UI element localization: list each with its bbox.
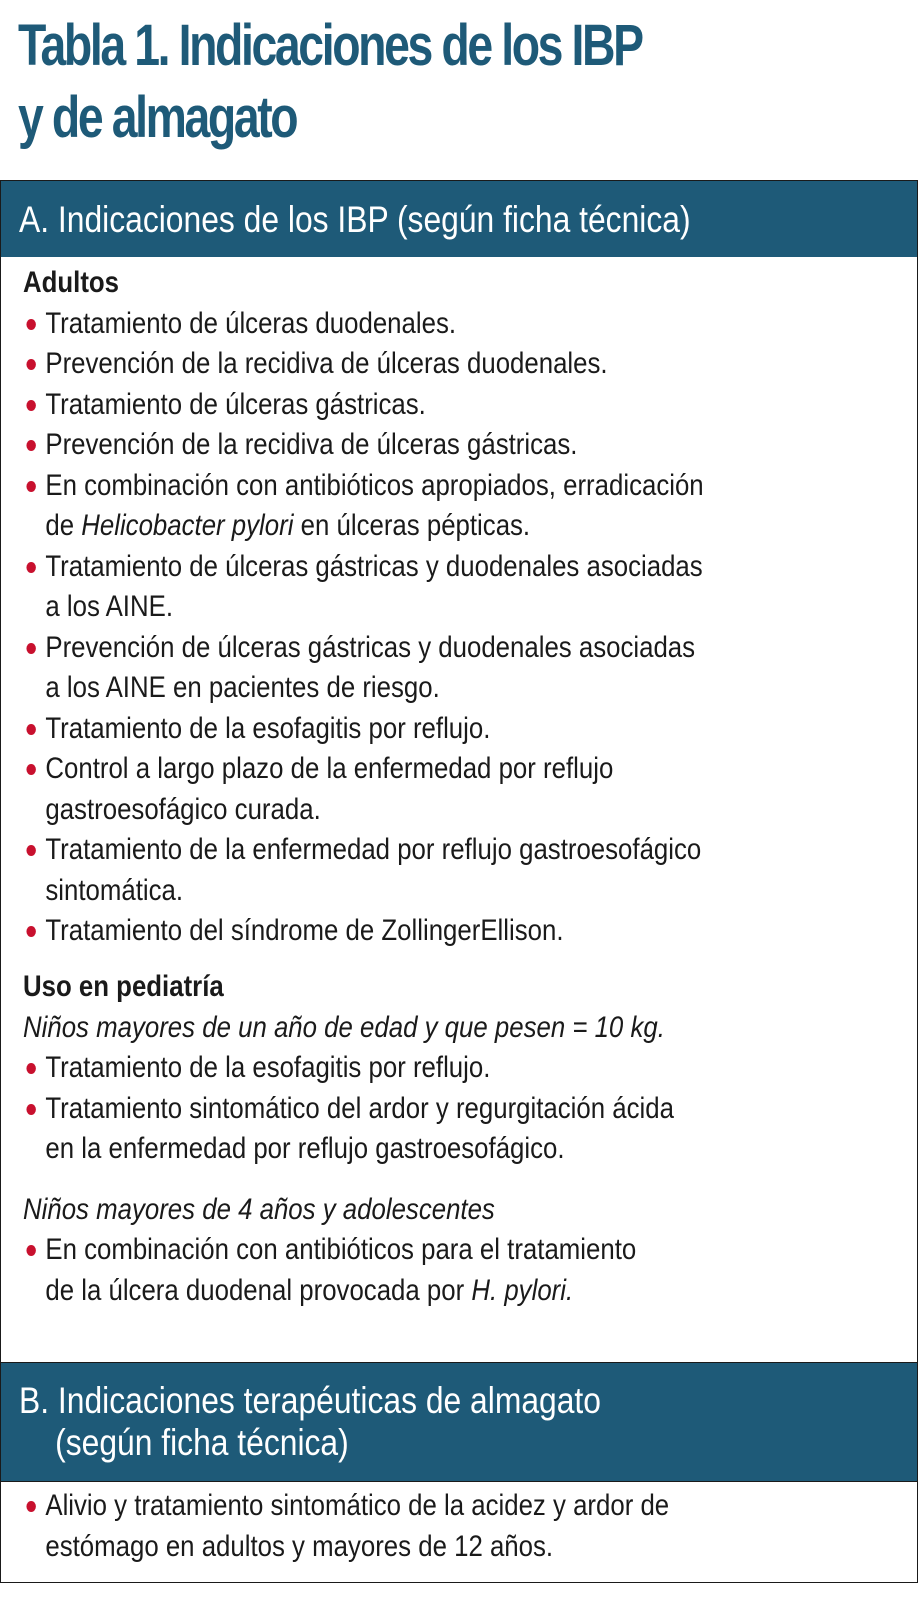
almagato-block xyxy=(23,1486,903,1567)
pediatrics-subheading-2: Niños mayores de 4 años y adolescentes xyxy=(23,1192,495,1226)
bullet-icon xyxy=(26,1501,35,1512)
list-item: Tratamiento sintomático del ardor y regurgitación ácida en la enfermedad por reflujo gastroesofágico. xyxy=(23,1089,903,1170)
bullet-icon xyxy=(26,481,35,492)
title-line-2: y de almagato xyxy=(18,85,297,150)
list-item: Tratamiento de la esofagitis por reflujo. xyxy=(23,1048,903,1089)
bullet-icon xyxy=(26,400,35,411)
adults-heading: Adultos xyxy=(23,266,120,299)
species-name: Helicobacter pylori xyxy=(81,509,294,542)
species-name: H. pylori. xyxy=(471,1273,574,1307)
section-b-header-line-1: B. Indicaciones terapéuticas de almagato xyxy=(19,1380,601,1421)
list-item: Prevención de la recidiva de úlceras duodenales. xyxy=(23,344,903,385)
section-a-header-text: A. Indicaciones de los IBP (según ficha técnica) xyxy=(19,199,691,240)
bullet-icon xyxy=(26,440,35,451)
bullet-icon xyxy=(26,1104,35,1115)
list-item: Tratamiento del síndrome de ZollingerEllison. xyxy=(23,911,903,952)
bullet-icon xyxy=(26,724,35,735)
section-a-header xyxy=(1,181,917,257)
bullet-icon xyxy=(26,764,35,775)
title-line-1: Tabla 1. Indicaciones de los IBP xyxy=(18,13,642,78)
pediatrics-subheading-1: Niños mayores de un año de edad y que pesen = 10 kg. xyxy=(23,1010,665,1044)
bullet-icon xyxy=(26,1245,35,1256)
indications-table xyxy=(0,180,918,1583)
bullet-icon xyxy=(26,926,35,937)
adults-block xyxy=(23,263,903,952)
list-item: Tratamiento de úlceras duodenales. xyxy=(23,304,903,345)
bullet-icon xyxy=(26,319,35,330)
list-item: Tratamiento de úlceras gástricas. xyxy=(23,385,903,426)
bullet-icon xyxy=(26,562,35,573)
list-item: En combinación con antibióticos para el tratamiento de la úlcera duodenal provocada por H. pylori. xyxy=(23,1230,903,1311)
list-item: Prevención de úlceras gástricas y duodenales asociadas a los AINE en pacientes de riesgo. xyxy=(23,628,903,709)
list-item: Tratamiento de la enfermedad por reflujo gastroesofágico sintomática. xyxy=(23,830,903,911)
list-item: Alivio y tratamiento sintomático de la acidez y ardor de estómago en adultos y mayores de 12 años. xyxy=(23,1486,903,1567)
list-item: Prevención de la recidiva de úlceras gástricas. xyxy=(23,425,903,466)
list-item: Control a largo plazo de la enfermedad por reflujo gastroesofágico curada. xyxy=(23,749,903,830)
bullet-icon xyxy=(26,359,35,370)
list-item: Tratamiento de úlceras gástricas y duodenales asociadas a los AINE. xyxy=(23,547,903,628)
pediatrics-block xyxy=(23,967,903,1311)
section-b-header-line-2: (según ficha técnica) xyxy=(55,1422,349,1463)
list-item: En combinación con antibióticos apropiados, erradicación de Helicobacter pylori en úlceras pépticas. xyxy=(23,466,903,547)
list-item: Tratamiento de la esofagitis por reflujo. xyxy=(23,709,903,750)
bullet-icon xyxy=(26,1063,35,1074)
pediatrics-heading: Uso en pediatría xyxy=(23,970,224,1003)
bullet-icon xyxy=(26,845,35,856)
bullet-icon xyxy=(26,643,35,654)
table-title xyxy=(18,10,722,154)
section-b-header xyxy=(1,1362,917,1482)
